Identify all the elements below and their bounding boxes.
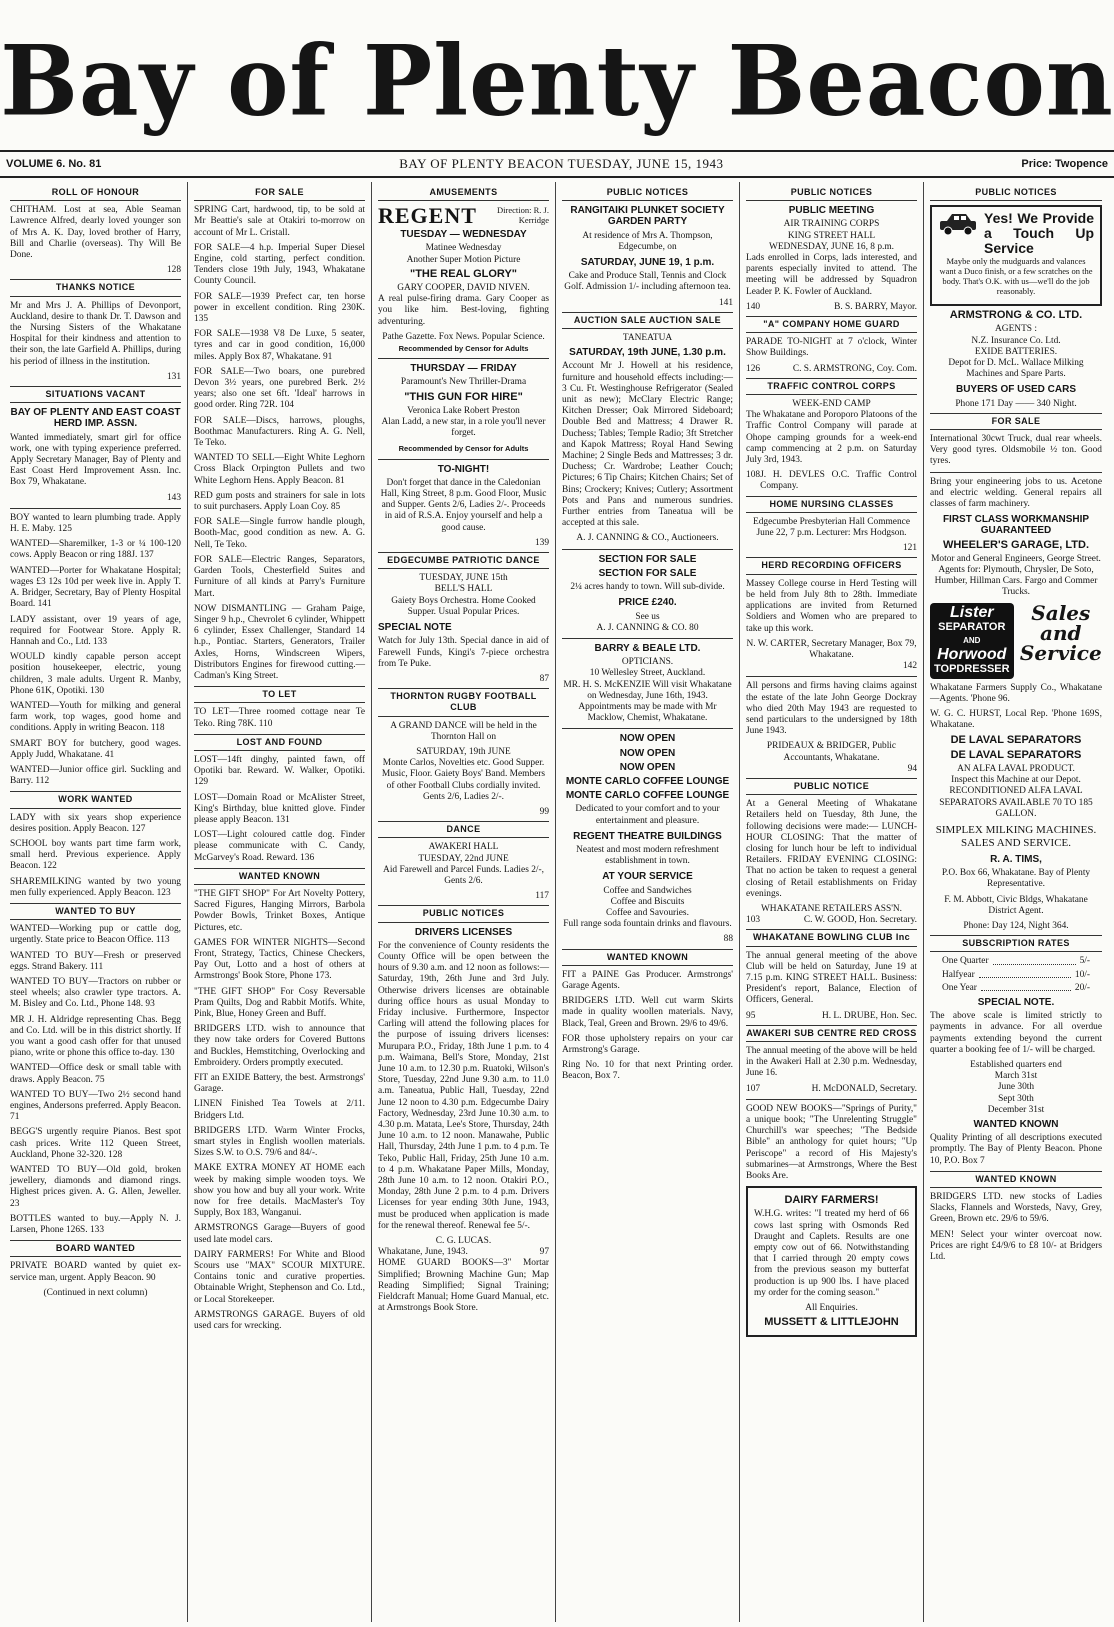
notice-text: Lads enrolled in Corps, lads interested, and parents especially invited to attend. The meeting will be addressed by Squadron Leader P. K. Fowler of Auckland. <box>746 253 917 297</box>
classified-ad: WOULD kindly capable person accept position housekeeper, electric, young children, 3 male adults. Urgent R. Manby, Phone 61K, Opotiki. 130 <box>10 652 181 696</box>
classified-ad: FOR SALE—1938 V8 De Luxe, 5 seater, tyres and car in good condition, 16,000 miles. Apply Box 87, Whakatane. 91 <box>194 329 365 362</box>
classified-ad: MEN! Select your winter overcoat now. Prices are right £4/9/6 to £8 10/- at Bridgers Ltd. <box>930 1229 1102 1262</box>
ref-number: 87 <box>539 673 549 684</box>
notice-subheading: REGENT THEATRE BUILDINGS <box>573 830 722 842</box>
notice-subheading: WEEK-END CAMP <box>792 399 871 410</box>
classified-ad: SCHOOL boy wants part time farm work, small herd. Previous experience. Apply Beacon. 122 <box>10 838 181 872</box>
classified-ad: BRIDGERS LTD. new stocks of Ladies Slacks, Flannels and Worsteds, Navy, Grey, Green, Brown etc. 29/6 to 59/6. <box>930 1191 1102 1225</box>
film-title: "THE REAL GLORY" <box>410 267 517 280</box>
rate-value: 20/- <box>1074 982 1090 993</box>
box-enquiries: All Enquiries. <box>805 1303 858 1314</box>
rate-row <box>942 983 1090 994</box>
ref-number: 103 <box>746 915 761 926</box>
classified-ad: "THE GIFT SHOP" For Cosy Reversable Pram Quilts, Dog and Rabbit Motifs. White, Pink, Blue, Honey Green and Buff. <box>194 986 365 1019</box>
rate-row <box>942 970 1090 981</box>
classified-ad: WANTED TO BUY—Fresh or preserved eggs. Strand Bakery. 111 <box>10 950 181 972</box>
ref-number: 121 <box>902 543 917 554</box>
notice-subheading: OPTICIANS. <box>621 657 674 668</box>
ref-number: 142 <box>902 661 917 672</box>
ad-text: RECONDITIONED ALFA LAVAL SEPARATORS AVAILABLE 70 TO 185 GALLON. <box>939 786 1093 819</box>
censor-note: Recommended by Censor for Adults <box>398 344 529 354</box>
box-signature: MUSSETT & LITTLEJOHN <box>764 1316 899 1329</box>
classified-ad: LINEN Finished Tea Towels at 2/11. Bridgers Ltd. <box>194 1099 365 1121</box>
section-heading: PUBLIC NOTICES <box>378 905 549 922</box>
dairy-farmers-box <box>746 1186 917 1337</box>
notice-text: For the convenience of County residents the County Office will be open between the hours of 9.30 a.m. and 12 noon as follows:— Saturday, 19th, 26th June and 3rd July. Otherwise drivers licenses are obtainable during office hours as usual Monday to Friday inclusive. Furthermore, Inspector Carling will attend the following places for the purpose of issuing drivers licenses: Murupara P.O., Friday, 18th June 1 p.m. to 4 p.m. Waimana, Bell's Store, Monday, 21st June 10 a.m. to 12.30 p.m. Ruatoki, Wilson's Store, Tuesday, 22nd June 9.30 a.m. to 11.0 a.m. Taneatua, Public Hall, Tuesday, 22nd June 12 noon to 4.30 p.m. Edgecumbe Dairy Factory, Wednesday, 23rd June 10.30 a.m. to 4.30 p.m. Matata, Lee's Store, Thursday, 24th June 10 a.m. to 12 noon. Manawahe, Public Hall, Thursday, 24th June 1 p.m. to 4 p.m. Te Teko, Public Hall, Friday, 25th June 10 a.m. to 4 p.m. Whakatane Paper Mills, Monday, 28th June 10 a.m. to 12 noon. Otakiri P.O., Monday, 28th June 2 p.m. to 4 p.m. Drivers Licenses for year ending 30th June, 1943, must be produced when application is made for the renewal thereof. Renewal fee 5/-. <box>378 940 549 1231</box>
car-icon <box>938 211 978 237</box>
section-heading: EDGECUMBE PATRIOTIC DANCE <box>378 552 549 569</box>
event-heading: TO-NIGHT! <box>437 463 490 475</box>
special-note: SPECIAL NOTE <box>378 622 452 634</box>
film-stars: Veronica Lake Robert Preston <box>407 405 520 416</box>
classified-ad: FOR SALE—4 h.p. Imperial Super Diesel Engine, cold starting, perfect condition. Tenders close 19th July, 1943, Whakatane County Council. <box>194 242 365 287</box>
section-heading: ROLL OF HONOUR <box>10 185 181 201</box>
signature: A. J. CANNING & CO. 80 <box>596 622 699 633</box>
menu-item: Coffee and Savouries. <box>606 907 689 918</box>
signature: PRIDEAUX & BRIDGER, Public Accountants, Whakatane. <box>766 741 897 763</box>
open-line: NOW OPEN <box>619 761 676 773</box>
event-date: SATURDAY, JUNE 19, 1 p.m. <box>580 257 715 269</box>
signature: H. McDONALD, Secretary. <box>811 1083 917 1094</box>
column-3 <box>372 182 556 1622</box>
org-name: BAY OF PLENTY AND EAST COAST HERD IMP. ASSN. <box>10 407 181 430</box>
section-heading: FOR SALE <box>930 413 1102 430</box>
censor-note: Recommended by Censor for Adults <box>398 444 529 454</box>
column-6 <box>924 182 1108 1622</box>
event-venue: AWAKERI HALL <box>428 842 499 853</box>
classified-ad: BEGG'S urgently require Pianos. Best spot cash prices. Write 112 Queen Street, Auckland, Phone 32-320. 128 <box>10 1127 181 1160</box>
rate-row <box>942 956 1090 967</box>
notice-heading: BARRY & BEALE LTD. <box>594 642 701 654</box>
dateline <box>0 150 1114 178</box>
notice-heading: MONTE CARLO COFFEE LOUNGE <box>565 790 730 802</box>
classified-ad: BRIDGERS LTD. Well cut warm Skirts made in quality woollen materials. Navy, Black, Teal, Green and Brown. 29/6 to 49/6. <box>562 996 733 1029</box>
ad-text: P.O. Box 66, Whakatane. Bay of Plenty Representative. <box>941 868 1091 890</box>
ref-number: 97 <box>539 1247 549 1258</box>
rate-label: Halfyear <box>942 969 975 980</box>
ref-number: 117 <box>535 891 549 902</box>
direction: Direction: R. J. Kerridge <box>497 205 549 226</box>
notice-text: 2¼ acres handy to town. Will sub-divide. <box>570 582 725 593</box>
ref-number: 99 <box>539 806 549 817</box>
event-date: TUESDAY, JUNE 15th <box>419 573 508 584</box>
rate-label: One Quarter <box>942 956 989 967</box>
classified-ad: LOST—Domain Road or McAlister Street, King's Birthday, blue knitted glove. Finder please apply Beacon. 131 <box>194 792 365 825</box>
classified-ad: ARMSTRONGS GARAGE. Buyers of old used cars for wrecking. <box>194 1309 365 1332</box>
column-5 <box>740 182 924 1622</box>
ref-number: 143 <box>166 492 181 503</box>
quarters-label: Established quarters end <box>970 1059 1062 1070</box>
section-heading: TRAFFIC CONTROL CORPS <box>746 378 917 395</box>
classified-ad: FOR SALE—Two boars, one purebred Devon 3½ years, one purebred Berk. 2½ years; also one set 6ft. 'Ideal' harrows in good order. Ring 72R. 104 <box>194 366 365 411</box>
classified-ad: WANTED TO BUY—Two 2½ second hand engines, Andersons preferred. Apply Beacon. 71 <box>10 1089 181 1123</box>
ad-headline: DE LAVAL SEPARATORS <box>950 748 1082 761</box>
section-heading: HOME NURSING CLASSES <box>746 496 917 513</box>
quarter-end: December 31st <box>987 1104 1045 1115</box>
signature: C. S. ARMSTRONG, Coy. Com. <box>792 363 917 374</box>
tagline: Another Super Motion Picture <box>406 254 521 265</box>
section-heading: PUBLIC NOTICES <box>562 185 733 201</box>
event-venue: BELL'S HALL <box>434 584 493 595</box>
ad-text: W. G. C. HURST, Local Rep. 'Phone 169S, Whakatane. <box>930 709 1102 731</box>
notice-text: Massey College course in Herd Testing will be held from July 8th to 28th. Immediate applications are invited from Returned Soldiers and Women who are prepared to take up this work. <box>746 578 917 634</box>
classified-ad: BRIDGERS LTD. wish to announce that they now take orders for Covered Buttons and Buckles, Hemstitching, Overlocking and Embroidery. Orders promptly executed. <box>194 1024 365 1068</box>
notice-place: Whakatane, June, 1943. <box>378 1247 468 1258</box>
section-heading: PUBLIC NOTICES <box>930 185 1102 201</box>
price: PRICE £240. <box>618 597 677 609</box>
ad-headline: SIMPLEX MILKING MACHINES. SALES AND SERVICE. <box>935 823 1097 849</box>
classified-ad: DAIRY FARMERS! For White and Blood Scours use "MAX" SCOUR MIXTURE. Contains tonic and curative properties. Obtainable Wright, Stephenson and Co. Ltd., or Local Storekeeper. <box>194 1249 365 1305</box>
section-heading: HERD RECORDING OFFICERS <box>746 557 917 574</box>
section-heading: BOARD WANTED <box>10 1240 181 1257</box>
classified-ad: HOME GUARD BOOKS—3" Mortar Simplified; Browning Machine Gun; Map Reading Simplified; Signal Training; Fieldcraft Manual; Home Guard Manual, etc. at Armstrongs Book Store. <box>378 1258 549 1314</box>
ref-number: 108 <box>746 470 761 481</box>
classified-ad: BRIDGERS LTD. Warm Winter Frocks, smart styles in English woollen materials. Sizes S.W. to O.S. 79/6 and 84/-. <box>194 1125 365 1159</box>
event-venue: KING STREET HALL <box>787 230 876 241</box>
box-heading: DAIRY FARMERS! <box>784 1194 879 1207</box>
classified-ad: LOST—14ft dinghy, painted fawn, off Opotiki bar. Reward. W. Walker, Opotiki. 129 <box>194 754 365 788</box>
signature: C. W. GOOD, Hon. Secretary. <box>803 915 917 926</box>
notice-text: All persons and firms having claims against the estate of the late John George Dockray who died 20th May 1943 are requested to send particulars to the undersigned by 18th June 1943. <box>746 681 917 737</box>
ref-number: 128 <box>166 265 181 276</box>
conjunction: AND <box>963 635 981 645</box>
sale-place: TANEATUA <box>622 333 673 344</box>
volume-number: VOLUME 6. No. 81 <box>6 158 102 170</box>
box-text: W.H.G. writes: "I treated my herd of 66 cows last spring with Osmonds Red Draught and Caplets. Results are one empty cow out of 66. Notwithstanding that I carried through 20 empty cows from the previous season my butterfat production is up 900 lbs. I have placed my order for the coming season." <box>754 1209 909 1298</box>
classified-ad: WANTED TO SELL—Eight White Leghorn Cross Black Orpington Pullets and two White Leghorn Hens. Apply Beacon. 81 <box>194 453 365 486</box>
classified-ad: WANTED TO BUY—Tractors on rubber or steel wheels; also crawler type tractors. A. M. Bisley and Co. Ltd., Phone 148. 93 <box>10 976 181 1010</box>
notice-heading: DRIVERS LICENSES <box>414 926 513 938</box>
ref-number: 131 <box>166 371 181 382</box>
notice-subheading: AIR TRAINING CORPS <box>783 219 880 230</box>
quarter-end: Sept 30th <box>998 1093 1034 1104</box>
notice-text: Edgecumbe Presbyterian Hall Commence June 22, 7 p.m. Lecturer: Mrs Hodgson. <box>753 516 910 539</box>
notice-text: MR. H. S. McKENZIE Will visit Whakatane on Wednesday, June 16th, 1943. Appointments may be made with Mr Macklow, Chemist, Whakatane. <box>563 679 732 724</box>
section-heading: THORNTON RUGBY FOOTBALL CLUB <box>378 688 549 716</box>
classified-ad: NOW DISMANTLING — Graham Paige, Singer 9 h.p., Chevrolet 6 cylinder, Whippett 6 cylinder, Essex Challenger, Standard 14 h.p., Pontiac. Starters, Generators, Trailer Axles, Horns, Windscreen Wipers, Distributors Engines for firewood cutting.—Cadman's King Street. <box>194 603 365 681</box>
section-heading: WANTED KNOWN <box>562 949 733 966</box>
phone: Phone: Day 124, Night 364. <box>963 920 1069 931</box>
classified-ad: MR J. H. Aldridge representing Chas. Begg and Co. Ltd. will be in this district shortly. If you want a good cash offer for that unused piano, write or phone this office to-day. 130 <box>10 1014 181 1059</box>
section-heading: TO LET <box>194 686 365 703</box>
column-2 <box>188 182 372 1622</box>
classified-ad: FOR those upholstery repairs on your car Armstrong's Garage. <box>562 1033 733 1055</box>
ad-text: Inspect this Machine at our Depot. <box>951 775 1081 786</box>
sale-date: SATURDAY, 19th JUNE, 1.30 p.m. <box>569 347 726 359</box>
section-heading: DANCE <box>378 821 549 838</box>
signature: N. W. CARTER, Secretary Manager, Box 79, Whakatane. <box>746 638 917 660</box>
show-days: TUESDAY — WEDNESDAY <box>400 229 527 241</box>
notice-text: Cake and Produce Stall, Tennis and Clock Golf. Admission 1/- including afternoon tea. <box>564 271 731 293</box>
touch-up-ad <box>930 205 1102 306</box>
notice-text: Account Mr J. Howell at his residence, furniture and household effects including:— 3 Cu. Ft. Westinghouse Refrigerator (Sealed unit as new); McClary Electric Range; Kitchen Dresser; Oak Mirrored Sideboard; Double Bed and Mattress; 4 Drawer R. Duchess; Tables; Temple Radio; 3ft Stretcher and Kapok Mattress; Royal Hand Sewing Machine; 2 Single Beds and Mattresses; 3 dr. Duchess; Cr. Wardrobe; Leather Couch; Pictures; 6 Tip Chairs; Kitchen Chairs; Set of Bins; Crockery; Knives; Cutlery; Assortment Pots and Pans and numerous sundries. Further entries from Taneatua will be accepted at this sale. <box>562 361 733 529</box>
event-text: Don't forget that dance in the Caledonian Hall, King Street, 8 p.m. Good Floor, Music and Supper. Gents 2/6, Ladies 2/-. Proceeds in aid of R.S.A. Enjoy yourself and help a good cause. <box>380 477 547 533</box>
notice-text: Quality Printing of all descriptions executed promptly. The Bay of Plenty Beacon. Phone 10, P.O. Box 7 <box>930 1133 1102 1166</box>
section-heading: PUBLIC NOTICE <box>746 778 917 795</box>
agency: EXIDE BATTERIES. <box>974 346 1058 357</box>
ad-text: Motor and General Engineers, George Street. <box>931 553 1101 564</box>
special-note: SPECIAL NOTE. <box>977 996 1055 1008</box>
section-heading: LOST AND FOUND <box>194 734 365 751</box>
org-name: WHAKATANE RETAILERS ASS'N. <box>760 903 903 914</box>
continued-note: (Continued in next column) <box>43 1287 148 1298</box>
ref-number: 94 <box>907 763 917 774</box>
notice-text: PARADE TO-NIGHT at 7 o'clock, Winter Show Buildings. <box>746 337 917 359</box>
ad-text: AN ALFA LAVAL PRODUCT. <box>957 763 1075 774</box>
open-line: NOW OPEN <box>619 747 676 759</box>
signature: C. G. LUCAS. <box>435 1236 492 1247</box>
ref-number: 139 <box>534 537 549 548</box>
matinee: Matinee Wednesday <box>425 243 502 254</box>
menu-item: Coffee and Sandwiches <box>603 885 692 896</box>
notice-text: Full range soda fountain drinks and flavours. <box>563 919 732 930</box>
classified-ad: "THE GIFT SHOP" For Art Novelty Pottery, Sacred Figures, Hanging Mirrors, Barbola Powder Bowls, Trinket Boxes, Antique Pictures, etc. <box>194 888 365 933</box>
classified-ad: FOR SALE—Electric Ranges, Separators, Garden Tools, Chesterfield Suites and Furniture of all kinds at Parry's Furniture Mart. <box>194 554 365 599</box>
ref-number: 141 <box>718 297 733 308</box>
section-heading: WANTED KNOWN <box>930 1171 1102 1188</box>
tagline: Paramount's New Thriller-Drama <box>400 377 527 388</box>
rate-value: 5/- <box>1079 956 1090 967</box>
film-stars: GARY COOPER, DAVID NIVEN. <box>397 283 530 294</box>
notice-subheading: AT YOUR SERVICE <box>602 871 693 883</box>
section-heading: THANKS NOTICE <box>10 279 181 296</box>
rate-value: 10/- <box>1074 969 1090 980</box>
theatre-name: REGENT <box>378 202 477 228</box>
ref-number: 140 <box>746 301 761 312</box>
classified-ad: WANTED—Office desk or small table with draws. Apply Beacon. 75 <box>10 1063 181 1085</box>
notice-heading: PUBLIC MEETING <box>788 205 875 217</box>
notice-text: See us <box>635 611 660 622</box>
event-date: SATURDAY, 19th JUNE <box>416 746 511 757</box>
section-heading: SUBSCRIPTION RATES <box>930 935 1102 952</box>
classified-ad: WANTED—Working pup or cattle dog, urgently. State price to Beacon Office. 113 <box>10 924 181 946</box>
notice-text: The Whakatane and Poroporo Platoons of the Traffic Control Company will parade at Ohope camping grounds for a week-end camp commencing at 2 p.m. on Saturday July 3rd, 1943. <box>746 410 917 466</box>
notice-text: At residence of Mrs A. Thompson, Edgecumbe, on <box>582 230 713 252</box>
ad-subheading: BUYERS OF USED CARS <box>955 384 1076 396</box>
classified-ad: RED gum posts and strainers for sale in lots to suit purchasers. Apply Loan Coy. 85 <box>194 490 365 513</box>
classified-ad: FIT an EXIDE Battery, the best. Armstrongs' Garage. <box>194 1073 365 1095</box>
phone: Phone 171 Day —— 340 Night. <box>955 398 1077 409</box>
notice-text: At a General Meeting of Whakatane Retailers held on Tuesday, 8th June, the following decisions were made:— LUNCH-HOUR CLOSING: That the matter of closing for lunch hour be left to individual Retailers. FRIDAY EVENING CLOSING: That no action be taken to request a general closing of Retail establishments on Friday evenings. <box>746 799 917 899</box>
sales-and-service: Sales and Service <box>1019 600 1102 665</box>
address: 10 Wellesley Street, Auckland. <box>589 668 706 679</box>
agency: N.Z. Insurance Co. Ltd. <box>971 335 1061 346</box>
classified-ad: WANTED—Youth for milking and general farm work, top wages, good home and conditions. Apply in writing Beacon. 118 <box>10 700 181 734</box>
classified-ad: FOR SALE—Discs, harrows, ploughs, Boothmac Manufacturers. Ring A. G. Nell, Te Teko. <box>194 415 365 449</box>
columns <box>4 182 1110 1622</box>
classified-ad: BOY wanted to learn plumbing trade. Apply H. E. Maby. 125 <box>10 512 181 535</box>
notice-text: Mr and Mrs J. A. Phillips of Devonport, Auckland, desire to thank Dr. T. Dawson and the Nursing Sisters of the Whakatane Hospital for their kindness and attention to their son, the late Garfield A. Phillips, during his period of illness in the institution. <box>10 300 181 367</box>
company-name: WHEELER'S GARAGE, LTD. <box>942 538 1090 551</box>
event-text: Aid Farewell and Parcel Funds. Ladies 2/-, Gents 2/6. <box>383 864 544 886</box>
classified-ad: GAMES FOR WINTER NIGHTS—Second Front, Strategy, Tactics, Chinese Checkers, Pay Out, Lotto and a host of others at Armstrongs' Book Store, Phone 173. <box>194 937 365 982</box>
event-text: Monte Carlos, Novelties etc. Good Supper. Music, Floor. Gaiety Boys' Band. Members of other Football Clubs cordially invited. Gents 2/6, Ladies 2/-. <box>381 758 546 802</box>
classified-ad: BOTTLES wanted to buy.—Apply N. J. Larsen, Phone 126S. 133 <box>10 1213 181 1236</box>
classified-ad: FOR SALE—1939 Prefect car, ten horse power in excellent condition. Ring 230K. 135 <box>194 291 365 325</box>
classified-ad: SHAREMILKING wanted by two young men fully experienced. Apply Beacon. 123 <box>10 876 181 898</box>
classified-ad: WANTED—Sharemilker, 1-3 or ¼ 100-120 cows. Apply Beacon or ring 188J. 137 <box>10 539 181 561</box>
event-text: A GRAND DANCE will be held in the Thornton Hall on <box>390 720 537 742</box>
masthead <box>0 0 1114 150</box>
supporting: Pathe Gazette. Fox News. Popular Science. <box>382 331 545 342</box>
ref-number: 88 <box>723 934 733 945</box>
film-title: "THIS GUN FOR HIRE" <box>404 390 523 403</box>
section-heading: "A" COMPANY HOME GUARD <box>746 316 917 333</box>
classified-ad: WANTED TO BUY—Old gold, broken jewellery, diamonds and diamond rings. Highest prices given. A. G. Allen, Jeweller. 23 <box>10 1165 181 1209</box>
regent-header <box>378 202 549 228</box>
classified-ad: WANTED—Junior office girl. Suckling and Barry. 112 <box>10 764 181 787</box>
event-text: Watch for July 13th. Special dance in aid of Farewell Funds, Kingi's 7-piece orchestra from Te Puke. <box>378 636 549 669</box>
brand: Lister <box>950 603 994 621</box>
notice-text: CHITHAM. Lost at sea, Able Seaman Lawrence Alfred, dearly loved younger son of Mrs A. K. Day, loved brother of Harry, Bill and Charlie (overseas). Thy Will Be Done. <box>10 205 181 261</box>
ad-text: Depot for D. McL. Wallace Milking Machines and Spare Parts. <box>948 358 1084 380</box>
notice-text: The annual general meeting of the above Club will be held on Saturday, June 19 at 7.15 p.m. KING STREET HALL. Business: President's report, Balance, Election of Officers, General. <box>746 950 917 1006</box>
classified-ad: LADY with six years shop experience desires position. Apply Beacon. 127 <box>10 812 181 834</box>
notice-heading: SECTION FOR SALE <box>598 567 697 579</box>
notice-text: The annual meeting of the above will be held in the Awakeri Hall at 2.30 p.m. Wednesday, June 16. <box>746 1046 917 1079</box>
ad-headline: DE LAVAL SEPARATORS <box>950 734 1082 747</box>
classified-ad: FIT a PAINE Gas Producer. Armstrongs' Garage Agents. <box>562 969 733 991</box>
event-date: WEDNESDAY, JUNE 16, 8 p.m. <box>768 241 894 252</box>
company-name: R. A. TIMS, <box>990 853 1042 865</box>
column-1 <box>4 182 188 1622</box>
notice-heading: WANTED KNOWN <box>973 1118 1059 1130</box>
menu-item: Coffee and Biscuits <box>610 896 685 907</box>
notice-text: Dedicated to your comfort and to your entertainment and pleasure. <box>575 804 720 826</box>
column-4 <box>556 182 740 1622</box>
ad-text: F. M. Abbott, Civic Bldgs, Whakatane District Agent. <box>944 894 1088 916</box>
ad-text: Maybe only the mudguards and valances want a Duco finish, or a few scratches on the body. That's O.K. with us—we'll do the job reasonably. <box>939 256 1093 297</box>
classified-ad: LADY assistant, over 19 years of age, required for Footwear Store. Apply R. Hannah and Co., Ltd. 133 <box>10 614 181 647</box>
notice-text: Neatest and most modern refreshment establishment in town. <box>576 844 719 867</box>
brand: Horwood <box>937 645 1007 663</box>
signature: B. S. BARRY, Mayor. <box>834 301 917 312</box>
ad-headline: Yes! We Provide a Touch Up Service <box>984 210 1094 257</box>
classified-ad: SPRING Cart, hardwood, tip, to be sold at Mr Beattie's sale at Otakiri to-morrow on account of Mr L. Cristall. <box>194 205 365 238</box>
signature: J. H. DEVLES O.C. Traffic Control Company. <box>760 470 917 492</box>
film-description: A real pulse-firing drama. Gary Cooper as you like him. Best-loving, fighting adventuring. <box>378 294 549 327</box>
issue-date: BAY OF PLENTY BEACON TUESDAY, JUNE 15, 1943 <box>399 156 724 171</box>
notice-heading: RANGITAIKI PLUNKET SOCIETY GARDEN PARTY <box>570 205 725 228</box>
signature: H. L. DRUBE, Hon. Sec. <box>821 1010 917 1021</box>
ad-text: Agents for: Plymouth, Chrysler, De Soto, Humber, Hillman Cars. Fargo and Commer Trucks. <box>934 565 1098 598</box>
open-line: NOW OPEN <box>619 733 676 745</box>
classified-ad: SMART BOY for butchery, good wages. Apply Judd, Whakatane. 41 <box>10 738 181 760</box>
section-heading: WHAKATANE BOWLING CLUB Inc <box>746 929 917 946</box>
ad-text: Whakatane Farmers Supply Co., Whakatane—Agents. 'Phone 96. <box>930 682 1102 704</box>
classified-ad: GOOD NEW BOOKS—"Springs of Purity," a unique book; "The Unrelenting Struggle" Churchill's war speeches; "The Bedside Bible" an anthology for quiet hours; "Up Periscope" a record of His Majesty's submarines—at Armstrongs, Where the Best Books Are. <box>746 1103 917 1182</box>
section-heading: WANTED KNOWN <box>194 868 365 885</box>
section-heading: PUBLIC NOTICES <box>746 185 917 201</box>
ref-number: 107 <box>746 1083 761 1094</box>
lister-ad <box>930 600 1102 679</box>
rate-label: One Year <box>942 982 977 993</box>
classified-ad: LOST—Light coloured cattle dog. Finder please communicate with C. Candy, McGarvey's Road. Reward. 136 <box>194 830 365 863</box>
agents-label: AGENTS : <box>995 324 1037 335</box>
quarter-end: June 30th <box>997 1082 1035 1093</box>
show-days: THURSDAY — FRIDAY <box>410 363 517 375</box>
notice-heading: MONTE CARLO COFFEE LOUNGE <box>565 775 730 787</box>
classified-ad: PRIVATE BOARD wanted by quiet ex-service man, urgent. Apply Beacon. 90 <box>10 1261 181 1283</box>
notice-text: Wanted immediately, smart girl for office work, one with typing experience preferred. Apply Secretary Manager, Bay of Plenty and East Coast Herd Improvement Assn. Inc. Box 79, Whakatane. <box>10 432 181 488</box>
event-text: Gaiety Boys Orchestra. Home Cooked Supper. Usual Popular Prices. <box>391 595 536 617</box>
ref-number: 126 <box>746 363 761 374</box>
section-heading: SITUATIONS VACANT <box>10 386 181 403</box>
ref-number: 95 <box>746 1010 756 1021</box>
classified-ad: Ring No. 10 for that next Printing order. Beacon, Box 7. <box>562 1060 733 1082</box>
signature: A. J. CANNING & CO., Auctioneers. <box>576 533 719 544</box>
quarter-end: March 31st <box>994 1071 1038 1082</box>
notice-heading: SECTION FOR SALE <box>598 553 697 565</box>
product: SEPARATOR <box>938 620 1006 633</box>
event-date: TUESDAY, 22nd JUNE <box>418 853 509 864</box>
section-heading: AMUSEMENTS <box>378 185 549 201</box>
classified-ad: ARMSTRONGS Garage—Buyers of good used late model cars. <box>194 1223 365 1245</box>
company-name: ARMSTRONG & CO. LTD. <box>949 309 1083 322</box>
notice-text: The above scale is limited strictly to payments in advance. For all overdue payments extending beyond the current quarter a booking fee of 1/- will be charged. <box>930 1011 1102 1055</box>
ad-subheading: FIRST CLASS WORKMANSHIP GUARANTEED <box>942 514 1090 537</box>
classified-ad: TO LET—Three roomed cottage near Te Teko. Ring 78K. 110 <box>194 707 365 729</box>
section-heading: WORK WANTED <box>10 791 181 808</box>
section-heading: AWAKERI SUB CENTRE RED CROSS <box>746 1025 917 1042</box>
classified-ad: MAKE EXTRA MONEY AT HOME each week by making simple wooden toys. We show you how and buy all your work. Write now for free details. MacMaster's Toy Supply, Box 183, Wanganui. <box>194 1163 365 1219</box>
classified-ad: International 30cwt Truck, dual rear wheels. Very good tyres. Oldsmobile ½ ton. Good tyres. <box>930 434 1102 467</box>
newspaper-title: Bay of Plenty Beacon <box>0 24 1114 138</box>
ad-text: Bring your engineering jobs to us. Acetone and electric welding. General repairs all classes of farm machinery. <box>930 476 1102 510</box>
classified-ad: WANTED—Porter for Whakatane Hospital; wages £3 12s 10d per week live in. Apply T. A. Bridger, Secretary, Bay of Plenty Hospital Board. 141 <box>10 565 181 610</box>
classified-ad: FOR SALE—Single furrow handle plough, Booth-Mac, good condition as new. A. G. Nell, Te Teko. <box>194 517 365 550</box>
section-heading: FOR SALE <box>194 185 365 201</box>
product: TOPDRESSER <box>934 662 1010 675</box>
section-heading: AUCTION SALE AUCTION SALE <box>562 312 733 329</box>
lister-logo <box>930 603 1014 679</box>
section-heading: WANTED TO BUY <box>10 903 181 920</box>
price: Price: Twopence <box>1021 158 1108 170</box>
film-description: Alan Ladd, a new star, in a role you'll never forget. <box>381 417 546 439</box>
